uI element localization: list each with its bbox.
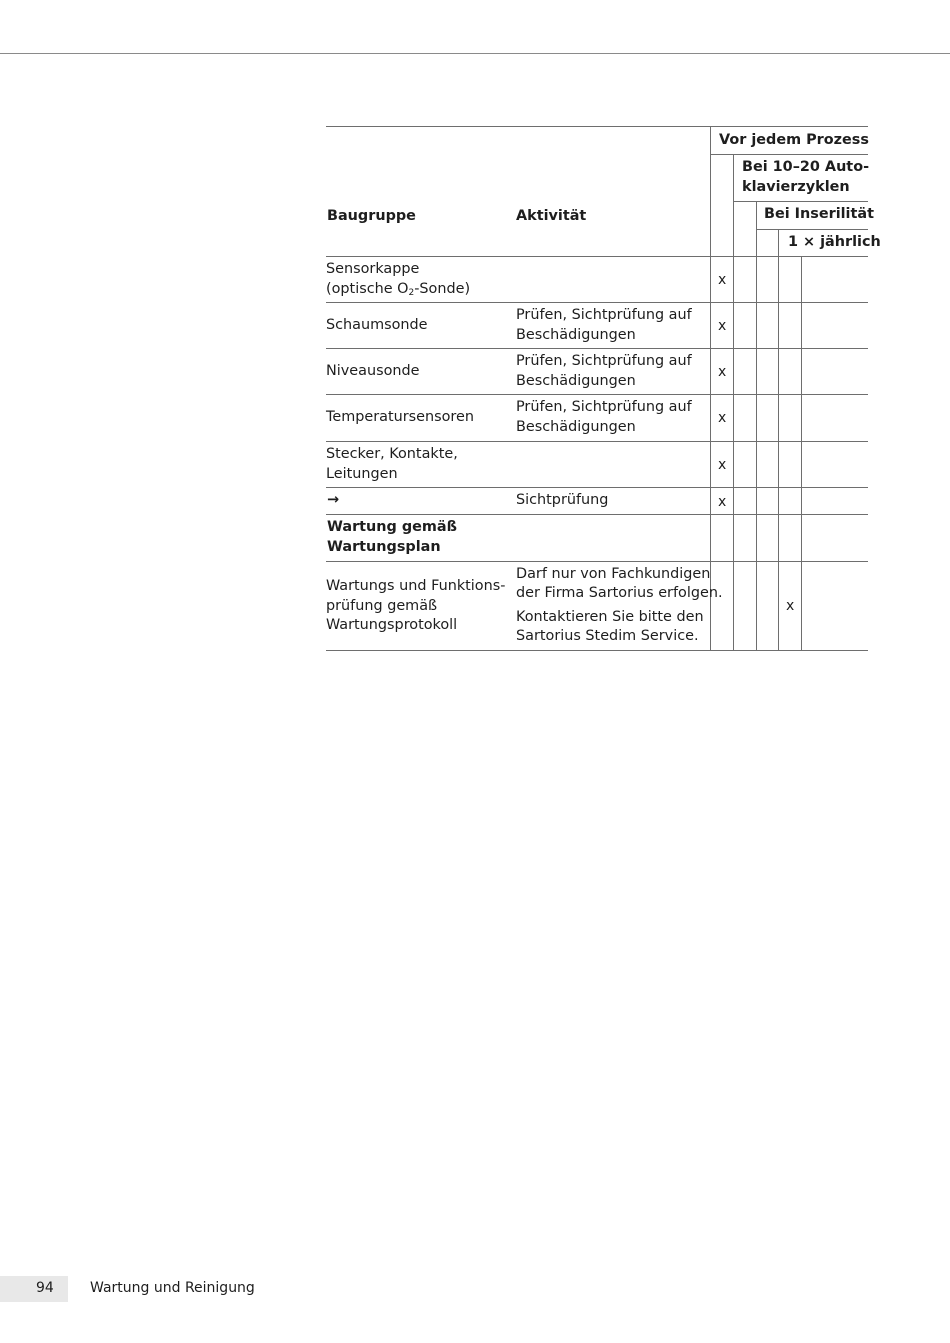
column-divider: [756, 201, 757, 650]
row-rule: [326, 561, 868, 562]
row1-group-line2: (optische $O_2-Sonde$): [326, 281, 471, 298]
row1-mark: x: [718, 272, 727, 288]
row-rule: [326, 302, 868, 303]
header-inserilitaet: Bei Inserilität: [764, 206, 874, 222]
table-top-rule: [326, 126, 868, 127]
header-autoklavierzyklen-line2: klavierzyklen: [742, 179, 850, 195]
row6-mark: x: [718, 494, 727, 510]
row5-group-line2: Leitungen: [326, 466, 398, 482]
row6-activity: Sichtprüfung: [516, 492, 609, 508]
row8-mark: x: [786, 598, 795, 614]
row-rule: [326, 514, 868, 515]
row8-group-line3: Wartungsprotokoll: [326, 617, 458, 633]
row4-mark: x: [718, 410, 727, 426]
row5-group-line1: Stecker, Kontakte,: [326, 446, 458, 462]
row4-group: Temperatursensoren: [326, 409, 474, 425]
row3-activity-line1: Prüfen, Sichtprüfung auf: [516, 353, 692, 369]
header-aktivitaet: Aktivität: [516, 208, 587, 224]
row8-activity-line1: Darf nur von Fachkundigen: [516, 566, 711, 582]
header-jaehrlich: 1 × jährlich: [788, 234, 881, 250]
header-rule-col3: [733, 201, 868, 202]
page-number: 94: [36, 1280, 54, 1296]
row8-group-line2: prüfung gemäß: [326, 598, 438, 614]
row7-group-line1: Wartung gemäß: [327, 519, 457, 535]
row8-activity-line2: der Firma Sartorius erfolgen.: [516, 585, 723, 601]
page-number-box: [0, 1276, 68, 1302]
row3-activity-line2: Beschädigungen: [516, 373, 636, 389]
row-rule: [326, 394, 868, 395]
header-autoklavierzyklen-line1: Bei 10–20 Auto-: [742, 159, 870, 175]
header-vor-jedem-prozess: Vor jedem Prozess: [719, 132, 869, 148]
row2-group: Schaumsonde: [326, 317, 428, 333]
row5-mark: x: [718, 457, 727, 473]
row3-group: Niveausonde: [326, 363, 420, 379]
row-rule: [326, 441, 868, 442]
column-divider: [801, 256, 802, 650]
row-rule: [326, 487, 868, 488]
header-baugruppe: Baugruppe: [327, 208, 416, 224]
arrow-icon: →: [327, 492, 340, 508]
row3-mark: x: [718, 364, 727, 380]
row1-group-line1: Sensorkappe: [326, 261, 420, 277]
row8-activity-line4: Sartorius Stedim Service.: [516, 628, 699, 644]
footer-section-title: Wartung und Reinigung: [90, 1280, 255, 1296]
row2-activity-line1: Prüfen, Sichtprüfung auf: [516, 307, 692, 323]
row8-group-line1: Wartungs und Funktions-: [326, 578, 506, 594]
row8-activity-line3: Kontaktieren Sie bitte den: [516, 609, 704, 625]
row2-mark: x: [718, 318, 727, 334]
row2-activity-line2: Beschädigungen: [516, 327, 636, 343]
column-divider: [778, 229, 779, 650]
row7-group-line2: Wartungsplan: [327, 539, 441, 555]
header-bottom-rule: [326, 256, 868, 257]
table-bottom-rule: [326, 650, 868, 651]
column-divider: [733, 154, 734, 650]
row4-activity-line2: Beschädigungen: [516, 419, 636, 435]
header-rule: [0, 53, 950, 54]
header-rule-col4: [756, 229, 868, 230]
row-rule: [326, 348, 868, 349]
row4-activity-line1: Prüfen, Sichtprüfung auf: [516, 399, 692, 415]
